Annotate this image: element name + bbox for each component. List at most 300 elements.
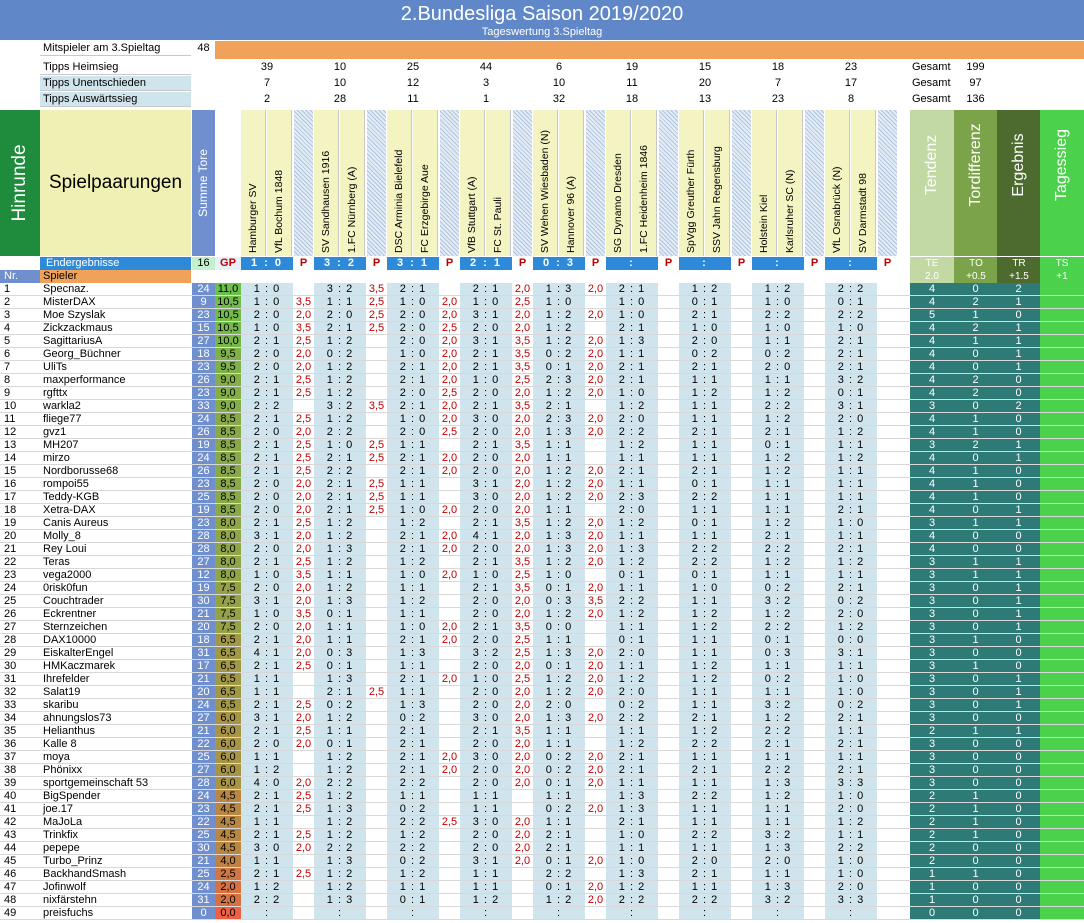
home-team-name: SV Wehen Wiesbaden (N): [539, 130, 551, 253]
tip-cell: 1 : 2: [752, 452, 804, 464]
tip-points: [805, 387, 824, 399]
to-value: 1: [954, 426, 997, 438]
tip-points: [440, 608, 459, 620]
tip-cell: 0 : 1: [314, 660, 366, 672]
tip-cell: 1 : 1: [606, 348, 658, 360]
player-goals: 22: [192, 738, 215, 750]
tip-cell: 1 : 2: [314, 582, 366, 594]
tip-cell: 0 : 1: [387, 894, 439, 906]
ts-cell: [1040, 764, 1084, 776]
tip-cell: 2 : 0: [460, 543, 512, 555]
tip-points: 2,0: [295, 842, 312, 854]
player-row: [0, 556, 1084, 569]
player-row: [0, 816, 1084, 829]
tipp-count: 23: [844, 61, 858, 73]
tip-points: [367, 673, 386, 685]
player-nr: 38: [4, 764, 17, 776]
player-name: DAX10000: [43, 634, 97, 646]
tip-points: 2,5: [295, 439, 312, 451]
tip-points: [367, 387, 386, 399]
tip-cell: 3 : 0: [460, 816, 512, 828]
tip-points: [367, 374, 386, 386]
tip-points: 3,5: [514, 517, 531, 529]
tip-cell: 0 : 2: [752, 348, 804, 360]
ts-cell: [1040, 868, 1084, 880]
tipp-count: 13: [698, 93, 712, 105]
tip-points: 2,0: [441, 569, 458, 581]
tip-points: 3,5: [514, 439, 531, 451]
tip-points: 2,0: [441, 465, 458, 477]
player-name: fliege77: [43, 413, 82, 425]
tr-value: 2: [997, 400, 1040, 412]
player-nr: 27: [4, 621, 17, 633]
te-value: 4: [910, 491, 954, 503]
te-value: 2: [910, 855, 954, 867]
tip-cell: 1 : 2: [314, 530, 366, 542]
tip-cell: 1 : 2: [314, 361, 366, 373]
points-column-header: [440, 110, 459, 256]
tip-cell: 1 : 1: [387, 439, 439, 451]
player-row: [0, 855, 1084, 868]
tip-points: [586, 868, 605, 880]
te-value: 4: [910, 543, 954, 555]
tip-points: [659, 829, 678, 841]
tip-points: [586, 569, 605, 581]
to-value: 1: [954, 829, 997, 841]
to-value: 0: [954, 881, 997, 893]
tip-points: [659, 738, 678, 750]
tip-cell: 2 : 0: [387, 322, 439, 334]
tip-points: 2,0: [441, 504, 458, 516]
player-name: rgfttx: [43, 387, 68, 399]
tip-cell: 2 : 1: [752, 530, 804, 542]
tip-cell: 1 : 0: [679, 322, 731, 334]
tip-cell: 1 : 2: [606, 881, 658, 893]
tip-cell: 1 : 2: [387, 829, 439, 841]
tip-cell: 1 : 2: [825, 621, 877, 633]
tip-cell: 1 : 0: [606, 829, 658, 841]
tip-points: [805, 322, 824, 334]
tip-points: [659, 452, 678, 464]
player-nr: 39: [4, 777, 17, 789]
tip-points: [878, 673, 897, 685]
te-value: 4: [910, 283, 954, 295]
tip-points: 2,0: [295, 712, 312, 724]
tr-value: 1: [997, 582, 1040, 594]
tip-points: [659, 881, 678, 893]
tip-cell: 1 : 2: [752, 517, 804, 529]
tip-points: 2,0: [514, 660, 531, 672]
player-row: [0, 712, 1084, 725]
tip-points: [367, 413, 386, 425]
tr-value: 1: [997, 725, 1040, 737]
tip-points: 2,5: [514, 647, 531, 659]
player-nr: 1: [4, 283, 11, 295]
to-value: 1: [954, 660, 997, 672]
tip-cell: 1 : 0: [241, 322, 293, 334]
tip-points: [732, 816, 751, 828]
player-goals: 30: [192, 595, 215, 607]
tip-cell: 0 : 2: [314, 699, 366, 711]
tip-points: 3,5: [514, 582, 531, 594]
tip-points: 2,5: [368, 309, 385, 321]
tip-points: [878, 387, 897, 399]
tip-cell: 1 : 3: [314, 894, 366, 906]
tip-cell: 2 : 1: [241, 829, 293, 841]
page-title: 2.Bundesliga Saison 2019/2020: [400, 3, 684, 25]
tip-points: [878, 894, 897, 906]
tip-cell: 1 : 2: [825, 816, 877, 828]
player-nr: 3: [4, 309, 11, 321]
tip-points: [659, 400, 678, 412]
player-goals: 23: [192, 309, 215, 321]
tip-cell: 2 : 1: [241, 413, 293, 425]
tip-points: 3,5: [514, 348, 531, 360]
tip-cell: 2 : 1: [314, 491, 366, 503]
ts-cell: [1040, 777, 1084, 789]
tip-cell: 1 : 0: [825, 790, 877, 802]
tip-points: [732, 842, 751, 854]
tip-points: [878, 881, 897, 893]
player-name: Phönixx: [43, 764, 83, 776]
player-name: Molly_8: [43, 530, 81, 542]
tip-points: [805, 465, 824, 477]
player-nr: 26: [4, 608, 17, 620]
tip-cell: 1 : 2: [533, 309, 585, 321]
tip-cell: 0 : 1: [679, 569, 731, 581]
tip-points: 2,0: [587, 478, 604, 490]
tip-points: [659, 322, 678, 334]
tip-points: [732, 465, 751, 477]
tr-value: 0: [997, 309, 1040, 321]
tip-cell: 2 : 1: [387, 530, 439, 542]
tip-cell: 2 : 2: [679, 894, 731, 906]
tip-cell: 3 : 1: [241, 530, 293, 542]
to-value: 1: [954, 478, 997, 490]
tip-cell: 2 : 1: [460, 556, 512, 568]
tip-points: [805, 829, 824, 841]
tip-points: 2,0: [587, 374, 604, 386]
player-points: 8,5: [215, 465, 241, 477]
points-column-header: [659, 110, 678, 256]
tip-points: 2,0: [514, 426, 531, 438]
tip-points: 2,0: [441, 348, 458, 360]
tip-points: [513, 790, 532, 802]
tip-cell: 1 : 0: [533, 569, 585, 581]
tip-cell: 2 : 1: [825, 712, 877, 724]
ts-cell: [1040, 725, 1084, 737]
tip-points: 3,5: [295, 296, 312, 308]
tr-value: 1: [997, 296, 1040, 308]
tip-cell: 2 : 2: [387, 777, 439, 789]
tip-cell: 1 : 0: [387, 413, 439, 425]
tip-points: 2,0: [441, 361, 458, 373]
player-nr: 25: [4, 595, 17, 607]
tip-cell: 3 : 1: [825, 647, 877, 659]
tip-cell: 2 : 0: [460, 686, 512, 698]
tip-cell: 1 : 1: [825, 725, 877, 737]
home-team: [752, 110, 777, 256]
tip-cell: 0 : 1: [533, 660, 585, 672]
player-row: [0, 894, 1084, 907]
to-value: 1: [954, 803, 997, 815]
player-name: Eckrentner: [43, 608, 97, 620]
tip-cell: 2 : 0: [460, 829, 512, 841]
tip-cell: 2 : 1: [460, 348, 512, 360]
player-row: [0, 543, 1084, 556]
player-points: 6,5: [215, 673, 241, 685]
tr-value: 0: [997, 868, 1040, 880]
player-name: Zickzackmaus: [43, 322, 113, 334]
te-value: 3: [910, 738, 954, 750]
tip-cell: 3 : 2: [752, 894, 804, 906]
ts-cell: [1040, 530, 1084, 542]
tip-points: [367, 582, 386, 594]
away-team: [778, 110, 803, 256]
te-value: 4: [910, 452, 954, 464]
player-goals: 21: [192, 608, 215, 620]
orange-band: [215, 41, 1084, 59]
player-nr: 29: [4, 647, 17, 659]
tip-cell: 1 : 2: [679, 725, 731, 737]
tip-points: 2,0: [514, 309, 531, 321]
tip-cell: 3 : 1: [241, 595, 293, 607]
tip-cell: 1 : 2: [314, 881, 366, 893]
player-goals: 25: [192, 829, 215, 841]
to-value: 1: [954, 413, 997, 425]
to-value: 1: [954, 309, 997, 321]
tip-points: [659, 751, 678, 763]
tip-points: [732, 348, 751, 360]
tip-points: 2,0: [441, 374, 458, 386]
tip-cell: 2 : 2: [606, 712, 658, 724]
player-nr: 44: [4, 842, 17, 854]
tip-points: 2,0: [514, 699, 531, 711]
ts-cell: [1040, 387, 1084, 399]
tip-points: [732, 790, 751, 802]
player-nr: 11: [4, 413, 16, 425]
ts-cell: [1040, 673, 1084, 685]
tip-cell: 0 : 2: [387, 803, 439, 815]
away-team: [413, 110, 438, 256]
tip-points: 2,0: [514, 816, 531, 828]
p-label: P: [810, 257, 819, 269]
tip-points: 2,5: [368, 686, 385, 698]
tip-cell: 1 : 1: [606, 842, 658, 854]
tip-cell: 1 : 1: [533, 634, 585, 646]
tip-points: [367, 712, 386, 724]
tip-points: [367, 907, 386, 919]
tip-cell: 2 : 2: [752, 621, 804, 633]
tip-points: [878, 556, 897, 568]
tip-cell: 1 : 2: [606, 673, 658, 685]
player-row: [0, 725, 1084, 738]
tip-points: 2,0: [514, 829, 531, 841]
player-points: 8,5: [215, 413, 241, 425]
ts-cell: [1040, 478, 1084, 490]
te-value: 2: [910, 803, 954, 815]
tipp-count: 8: [847, 93, 855, 105]
tip-points: [659, 413, 678, 425]
tip-cell: 0 : 2: [606, 699, 658, 711]
tip-cell: 1 : 1: [752, 868, 804, 880]
ts-cell: [1040, 816, 1084, 828]
ts-cell: [1040, 543, 1084, 555]
tip-points: [367, 842, 386, 854]
legend-code: TO: [969, 258, 983, 269]
player-name: Trinkfix: [43, 829, 79, 841]
tr-value: 0: [997, 829, 1040, 841]
tip-points: [659, 504, 678, 516]
tip-cell: 2 : 2: [679, 738, 731, 750]
tip-points: [440, 491, 459, 503]
tip-points: 2,0: [514, 387, 531, 399]
ergebnis-header: Ergebnis: [997, 110, 1040, 256]
player-row: [0, 751, 1084, 764]
tip-points: [878, 790, 897, 802]
tip-cell: 0 : 1: [533, 881, 585, 893]
tipp-count: 11: [407, 93, 419, 105]
tip-points: [440, 725, 459, 737]
tip-points: [659, 803, 678, 815]
tip-points: 2,5: [295, 660, 312, 672]
tip-cell: 1 : 1: [752, 751, 804, 763]
tip-cell: :: [241, 907, 293, 919]
match-result: 1 : 0: [241, 257, 293, 270]
tr-value: 1: [997, 556, 1040, 568]
tip-points: [805, 647, 824, 659]
tip-cell: 2 : 2: [314, 777, 366, 789]
tip-cell: 3 : 3: [825, 894, 877, 906]
to-value: 1: [954, 725, 997, 737]
match-result: 0 : 3: [533, 257, 585, 270]
tip-cell: 3 : 2: [825, 374, 877, 386]
to-value: 0: [954, 894, 997, 906]
te-value: 4: [910, 387, 954, 399]
to-value: 0: [954, 543, 997, 555]
player-nr: 21: [4, 543, 17, 555]
tip-cell: 1 : 1: [825, 478, 877, 490]
tip-points: [367, 699, 386, 711]
tip-points: [805, 907, 824, 919]
tip-points: [732, 322, 751, 334]
tip-points: [294, 764, 313, 776]
tip-points: [367, 530, 386, 542]
tip-points: [732, 426, 751, 438]
to-value: 0: [954, 348, 997, 360]
te-value: 3: [910, 569, 954, 581]
tipp-count: 2: [263, 93, 271, 105]
player-points: 4,5: [215, 790, 241, 802]
player-nr: 10: [4, 400, 17, 412]
p-label: P: [737, 257, 746, 269]
ts-cell: [1040, 608, 1084, 620]
tip-points: [659, 816, 678, 828]
tip-points: [659, 608, 678, 620]
tip-points: [659, 426, 678, 438]
tip-cell: 1 : 1: [752, 491, 804, 503]
away-team-name: 1.FC Nürnberg (A): [346, 166, 358, 253]
tr-value: 1: [997, 569, 1040, 581]
player-row: [0, 400, 1084, 413]
te-value: 3: [910, 595, 954, 607]
tip-points: [732, 673, 751, 685]
player-goals: 31: [192, 894, 215, 906]
player-row: [0, 374, 1084, 387]
player-goals: 30: [192, 842, 215, 854]
player-goals: 19: [192, 439, 215, 451]
tip-points: [294, 816, 313, 828]
tip-points: 3,5: [587, 595, 604, 607]
tip-points: [878, 439, 897, 451]
ts-cell: [1040, 569, 1084, 581]
tip-points: [586, 738, 605, 750]
points-column-header: [586, 110, 605, 256]
tip-cell: 1 : 1: [752, 478, 804, 490]
tip-cell: 1 : 2: [752, 790, 804, 802]
player-nr: 13: [4, 439, 17, 451]
tip-cell: 2 : 0: [606, 647, 658, 659]
tip-points: [367, 556, 386, 568]
tip-cell: 0 : 3: [314, 647, 366, 659]
tip-points: [659, 621, 678, 633]
to-value: 1: [954, 517, 997, 529]
legend-to: [954, 257, 998, 283]
tip-points: [586, 634, 605, 646]
tip-points: 2,5: [295, 374, 312, 386]
tip-points: [732, 413, 751, 425]
to-value: 0: [954, 764, 997, 776]
player-name: EiskalterEngel: [43, 647, 114, 659]
te-value: 3: [910, 751, 954, 763]
tip-points: [367, 517, 386, 529]
tip-cell: 2 : 0: [241, 621, 293, 633]
tip-cell: :: [387, 907, 439, 919]
tip-cell: 1 : 1: [752, 803, 804, 815]
tip-cell: 2 : 1: [752, 738, 804, 750]
tip-cell: 2 : 1: [606, 361, 658, 373]
to-value: 0: [954, 842, 997, 854]
tip-cell: 0 : 0: [825, 634, 877, 646]
tip-points: [805, 764, 824, 776]
tip-points: [367, 621, 386, 633]
tip-points: 2,0: [514, 738, 531, 750]
tipp-count: 6: [555, 61, 563, 73]
tip-points: [805, 296, 824, 308]
tip-cell: 2 : 1: [825, 738, 877, 750]
te-value: 3: [910, 777, 954, 789]
tr-value: 0: [997, 647, 1040, 659]
tip-cell: 2 : 2: [314, 426, 366, 438]
tip-points: [659, 283, 678, 295]
tip-points: 2,0: [441, 413, 458, 425]
tip-points: 2,0: [441, 400, 458, 412]
tip-points: [878, 478, 897, 490]
to-value: 0: [954, 621, 997, 633]
tip-points: 2,5: [514, 634, 531, 646]
tip-points: [732, 725, 751, 737]
tip-cell: 1 : 1: [533, 738, 585, 750]
player-name: Ihrefelder: [43, 673, 90, 685]
tip-cell: 2 : 0: [460, 426, 512, 438]
tip-cell: 1 : 1: [825, 491, 877, 503]
p-label: P: [299, 257, 308, 269]
player-name: joe.17: [43, 803, 73, 815]
tr-value: 1: [997, 686, 1040, 698]
tip-points: [367, 426, 386, 438]
to-value: 0: [954, 283, 997, 295]
tip-cell: 2 : 1: [460, 400, 512, 412]
